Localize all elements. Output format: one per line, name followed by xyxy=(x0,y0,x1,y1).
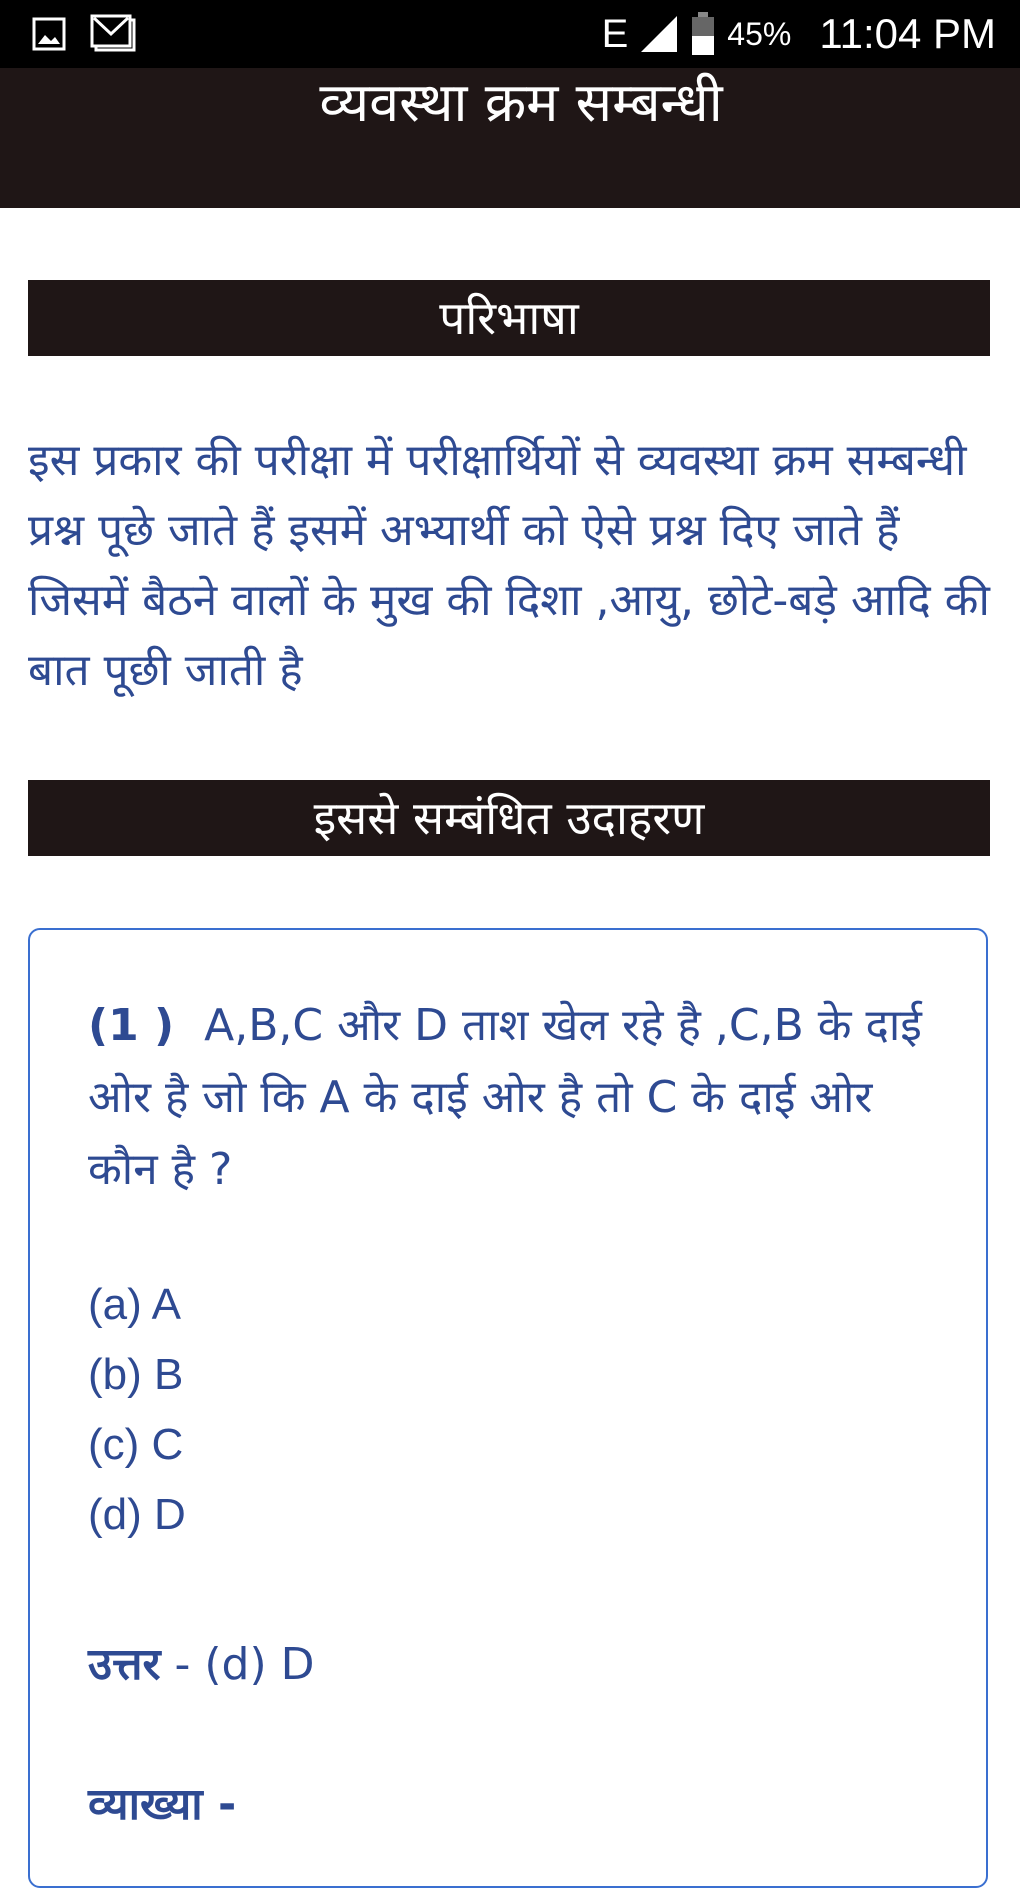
answer xyxy=(88,1630,315,1700)
network-type: E xyxy=(601,11,628,56)
definition-header: परिभाषा xyxy=(28,280,990,356)
example-card xyxy=(28,928,988,1888)
clock: 11:04 PM xyxy=(819,10,996,57)
definition-text: इस प्रकार की परीक्षा में परीक्षार्थियों से व्यवस्था क्रम सम्बन्धी प्रश्न पूछे जाते हैं इसमें अभ्यार्थी को ऐसे प्रश्न दिए जाते हैं जिसमें बैठने वालों के मुख की दिशा ,आयु, छोटे-बड़े आदि की बात पूछी जाती है xyxy=(28,435,990,696)
question-text: A,B,C और D ताश खेल रहे है ,C,B के दाई ओर है जो कि A के दाई ओर है तो C के दाई ओर कौन है ? xyxy=(88,1000,922,1195)
options-list xyxy=(88,1270,186,1550)
question xyxy=(88,990,938,1206)
explanation-label: व्याख्या - xyxy=(88,1779,237,1830)
status-bar xyxy=(0,0,1020,68)
answer-value: - (d) D xyxy=(160,1639,315,1690)
image-notification-icon xyxy=(32,17,66,51)
answer-label: उत्तर xyxy=(88,1639,161,1690)
notification-icons xyxy=(32,14,138,54)
gmail-notification-icon xyxy=(90,14,138,54)
page-title: व्यवस्था क्रम सम्बन्धी xyxy=(319,71,723,134)
app-bar xyxy=(0,68,1020,208)
question-number: (1 ) xyxy=(88,1000,175,1051)
battery-icon xyxy=(691,12,715,56)
option-b: (b) B xyxy=(88,1350,184,1399)
signal-icon xyxy=(639,14,679,54)
system-status xyxy=(602,8,996,60)
option-c: (c) C xyxy=(88,1420,184,1469)
option-d: (d) D xyxy=(88,1490,186,1539)
battery-percent: 45% xyxy=(727,15,792,52)
option-a: (a) A xyxy=(88,1280,181,1329)
examples-header: इससे सम्बंधित उदाहरण xyxy=(28,780,990,856)
